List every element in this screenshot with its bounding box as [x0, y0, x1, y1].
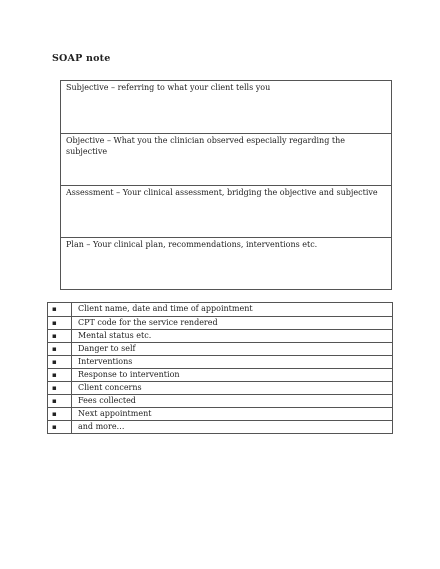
list-item-text: Client name, date and time of appointment: [78, 304, 253, 313]
bullet-icon: ▪: [48, 303, 72, 316]
bullet-icon: ▪: [48, 382, 72, 394]
list-item: [48, 368, 392, 381]
list-item-text: Mental status etc.: [78, 331, 152, 340]
bullet-icon: ▪: [48, 421, 72, 433]
list-item: [48, 407, 392, 420]
bullet-icon: ▪: [48, 369, 72, 381]
list-item: [48, 355, 392, 368]
soap-row-objective: Objective – What you the clinician observed especially regarding the subjective: [61, 133, 391, 185]
list-item: [48, 316, 392, 329]
list-item: [48, 381, 392, 394]
bullet-icon: ▪: [48, 395, 72, 407]
bullet-icon: ▪: [48, 356, 72, 368]
bullet-icon: ▪: [48, 330, 72, 342]
list-item: [48, 420, 392, 433]
list-item-text: Danger to self: [78, 344, 136, 353]
list-item-text: Next appointment: [78, 409, 152, 418]
list-item: [48, 342, 392, 355]
soap-table: [60, 80, 392, 290]
list-item-text: CPT code for the service rendered: [78, 318, 218, 327]
list-item: [48, 303, 392, 316]
list-item-text: Interventions: [78, 357, 133, 366]
list-item: [48, 394, 392, 407]
document-title: SOAP note: [52, 53, 111, 64]
soap-row-assessment: Assessment – Your clinical assessment, bridging the objective and subjective: [61, 185, 391, 237]
soap-row-subjective: Subjective – referring to what your client tells you: [66, 83, 271, 92]
list-item-text: Client concerns: [78, 383, 142, 392]
bullet-icon: ▪: [48, 317, 72, 329]
list-item-text: Response to intervention: [78, 370, 180, 379]
checklist-table: [47, 302, 393, 434]
bullet-icon: ▪: [48, 408, 72, 420]
list-item-text: Fees collected: [78, 396, 136, 405]
list-item-text: and more…: [78, 422, 125, 431]
bullet-icon: ▪: [48, 343, 72, 355]
list-item: [48, 329, 392, 342]
soap-row-plan: Plan – Your clinical plan, recommendations, interventions etc.: [61, 237, 391, 289]
